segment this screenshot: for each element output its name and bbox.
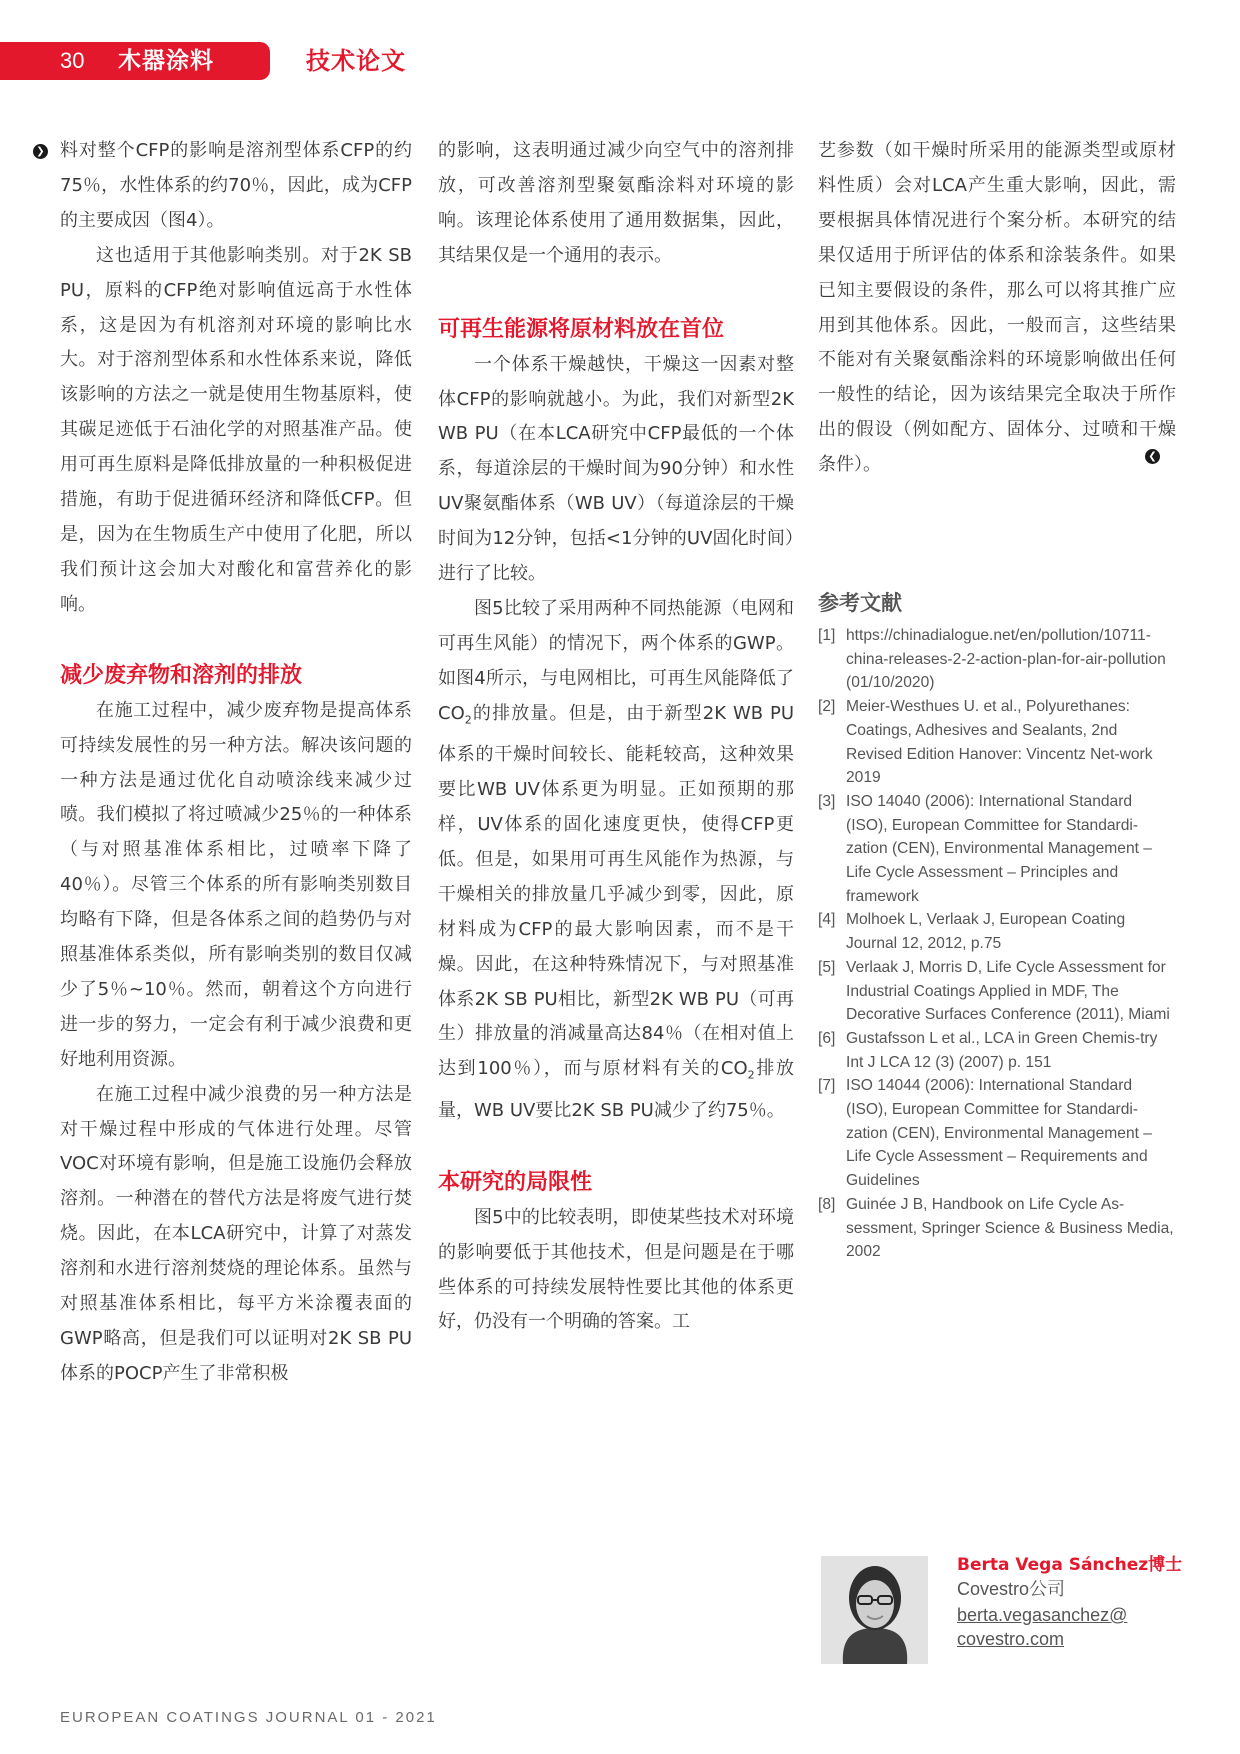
reference-item: [6] Gustafsson L et al., LCA in Green Chemis-try Int J LCA 12 (3) (2007) p. 151: [818, 1029, 1158, 1071]
paragraph: 图5比较了采用两种不同热能源（电网和可再生风能）的情况下，两个体系的GWP。如图4所示，与电网相比，可再生风能降低了$CO_2$的排放量。但是，由于新型2K WB PU体系的干燥时间较长、能耗较高，这种效果要比WB UV体系更为明显。正如预期的那样，UV体系的固化速度更快，使得CFP更低。但是，如果用可再生风能作为热源，与干燥相关的排放量几乎减少到零，因此，原材料成为CFP的最大影响因素，而不是干燥。因此，在这种特殊情况下，与对照基准体系2K SB PU相比，新型2K WB PU（可再生）排放量的消减量高达84％（在相对值上达到100％），而与原材料有关的$CO_2$排放量，WB UV要比2K SB PU减少了约75％。: [438, 597, 795, 1121]
paragraph: 这也适用于其他影响类别。对于2K SB PU，原料的CFP绝对影响值远高于水性体系，这是因为有机溶剂对环境的影响比水大。对于溶剂型体系和水性体系来说，降低该影响的方法之一就是使用生物基原料，使其碳足迹低于石油化学的对照基准产品。使用可再生原料是降低排放量的一种积极促进措施，有助于促进循环经济和降低CFP。但是，因为在生物质生产中使用了化肥，所以我们预计这会加大对酸化和富营养化的影响。: [60, 244, 412, 615]
reference-item: [2] Meier-Westhues U. et al., Polyurethanes: Coatings, Adhesives and Sealants, 2nd Revised Edition Hanover: Vincentz Net-work 2019: [818, 698, 1153, 787]
magazine-title: 木器涂料: [118, 48, 214, 74]
paragraph: 在施工过程中，减少废弃物是提高体系可持续发展性的另一种方法。解决该问题的一种方法是通过优化自动喷涂线来减少过喷。我们模拟了将过喷减少25％的一种体系（与对照基准体系相比，过喷率下降了40％）。尽管三个体系的所有影响类别数目均略有下降，但是各体系之间的趋势仍与对照基准体系类似，所有影响类别的数目仅减少了5％~10％。然而，朝着这个方向进行进一步的努力，一定会有利于减少浪费和更好地利用资源。: [60, 699, 412, 1070]
section-heading-limitations: 本研究的局限性: [438, 1169, 593, 1195]
references-list: [818, 624, 1176, 1264]
column-3: [818, 134, 1176, 483]
reference-item: [1] https://chinadialogue.net/en/pollution/10711-china-releases-2-2-action-plan-for-air-pollution (01/10/2020): [818, 627, 1166, 692]
references-title: 参考文献: [818, 591, 902, 615]
reference-item: [7] ISO 14044 (2006): International Standard (ISO), European Committee for Standardi-zation (CEN), Environmental Management – Life Cycle Assessment – Requirements and Guidelines: [818, 1077, 1152, 1190]
reference-item: [3] ISO 14040 (2006): International Standard (ISO), European Committee for Standardi-zation (CEN), Environmental Management – Life Cycle Assessment – Principles and framework: [818, 792, 1152, 905]
continue-arrow-icon: ❯: [33, 144, 48, 159]
journal-footer: EUROPEAN COATINGS JOURNAL 01 - 2021: [60, 1709, 437, 1726]
paragraph: 在施工过程中减少浪费的另一种方法是对干燥过程中形成的气体进行处理。尽管VOC对环境有影响，但是施工设施仍会释放溶剂。一种潜在的替代方法是将废气进行焚烧。因此，在本LCA研究中，计算了对蒸发溶剂和水进行溶剂焚烧的理论体系。虽然与对照基准体系相比，每平方米涂覆表面的GWP略高，但是我们可以证明对2K SB PU体系的POCP产生了非常积极: [60, 1083, 412, 1384]
paragraph: 图5中的比较表明，即使某些技术对环境的影响要低于其他技术，但是问题是在于哪些体系的可持续发展特性要比其他的体系更好，仍没有一个明确的答案。工: [438, 1206, 794, 1333]
page-number: 30: [60, 48, 85, 73]
author-photo: [821, 1556, 928, 1664]
author-email-line2[interactable]: covestro.com: [957, 1629, 1065, 1649]
paragraph: 一个体系干燥越快，干燥这一因素对整体CFP的影响就越小。为此，我们对新型2K WB PU（在本LCA研究中CFP最低的一个体系，每道涂层的干燥时间为90分钟）和水性UV聚氨酯体系（WB UV）（每道涂层的干燥时间为12分钟，包括<1分钟的UV固化时间）进行了比较。: [438, 353, 794, 585]
references: [818, 588, 1176, 1264]
reference-item: [5] Verlaak J, Morris D, Life Cycle Assessment for Industrial Coatings Applied in MDF, The Decorative Surfaces Conference (2011), Miami: [818, 958, 1170, 1024]
end-arrow-icon: ❮: [1145, 449, 1160, 464]
paragraph: 艺参数（如干燥时所采用的能源类型或原材料性质）会对LCA产生重大影响，因此，需要根据具体情况进行个案分析。本研究的结果仅适用于所评估的体系和涂装条件。如果已知主要假设的条件，那么可以将其推广应用到其他体系。因此，一般而言，这些结果不能对有关聚氨酯涂料的环境影响做出任何一般性的结论，因为该结果完全取决于所作出的假设（例如配方、固体分、过喷和干燥条件）。: [818, 140, 1176, 476]
author-company: Covestro公司: [957, 1579, 1066, 1599]
reference-item: [8] Guinée J B, Handbook on Life Cycle As-sessment, Springer Science & Business Media, 2002: [818, 1195, 1174, 1261]
section-heading-waste: 减少废弃物和溶剂的排放: [60, 662, 303, 688]
section-heading-renewable: 可再生能源将原材料放在首位: [438, 316, 725, 342]
author-email-line1[interactable]: berta.vegasanchez@: [957, 1605, 1128, 1625]
portrait-icon: [821, 1556, 928, 1664]
paragraph: 的影响，这表明通过减少向空气中的溶剂排放，可改善溶剂型聚氨酯涂料对环境的影响。该理论体系使用了通用数据集，因此，其结果仅是一个通用的表示。: [438, 140, 794, 266]
column-2: [438, 134, 794, 1340]
paragraph: 料对整个CFP的影响是溶剂型体系CFP的约75％，水性体系的约70％，因此，成为CFP的主要成因（图4）。: [60, 140, 412, 231]
section-tag: 技术论文: [306, 47, 406, 75]
column-1: [60, 134, 412, 1392]
author-name: Berta Vega Sánchez博士: [957, 1555, 1183, 1575]
reference-item: [4] Molhoek L, Verlaak J, European Coating Journal 12, 2012, p.75: [818, 911, 1126, 953]
